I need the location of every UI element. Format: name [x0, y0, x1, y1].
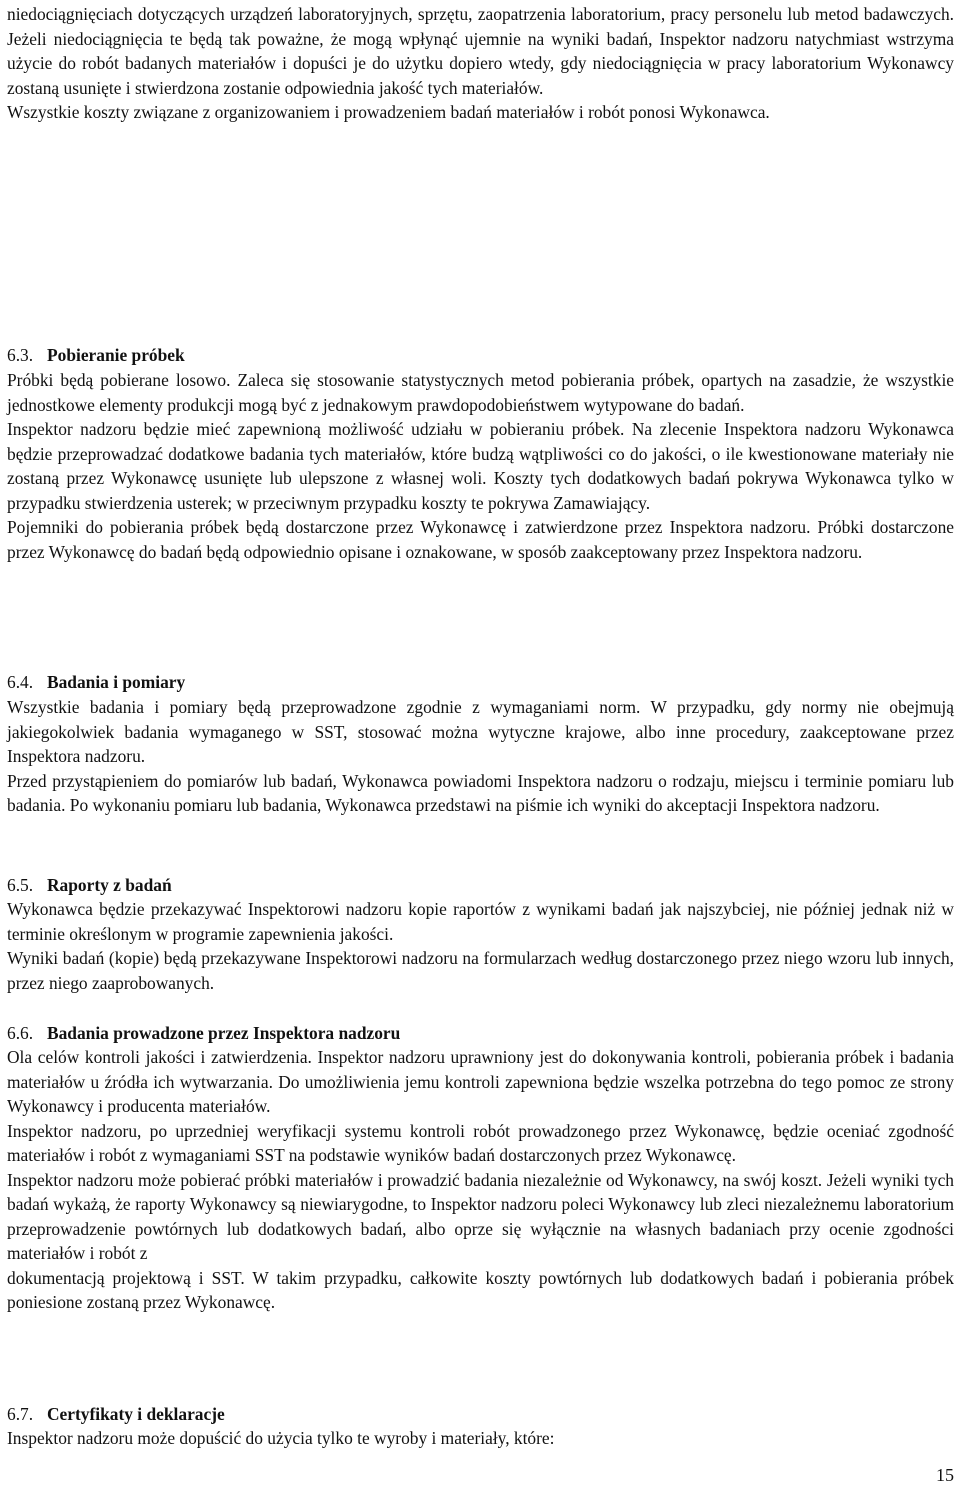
section-number: 6.7.: [7, 1404, 34, 1424]
section-title: Certyfikaty i deklaracje: [47, 1404, 225, 1424]
paragraph: Próbki będą pobierane losowo. Zaleca się stosowanie statystycznych metod pobierania próbek, opartych na zasadzie, że wszystkie jednostkowe elementy produkcji mogą być z jednakowym prawdopodobieństwem wytypowane do badań.: [7, 370, 954, 415]
paragraph: Pojemniki do pobierania próbek będą dostarczone przez Wykonawcę i zatwierdzone przez Inspektora nadzoru. Próbki dostarczone przez Wykonawcę do badań będą odpowiednio opisane i oznakowane, w sposób zaakceptowany przez Inspektora nadzoru.: [7, 517, 954, 562]
paragraph: Inspektor nadzoru, po uprzedniej weryfikacji systemu kontroli robót prowadzonego przez Wykonawcę, będzie oceniać zgodność materiałów i robót z wymaganiami SST na podstawie wyników badań dostarczonych przez Wykonawcę.: [7, 1120, 954, 1165]
paragraph: Wszystkie koszty związane z organizowaniem i prowadzeniem badań materiałów i robót ponosi Wykonawca.: [7, 102, 770, 122]
paragraph: niedociągnięciach dotyczących urządzeń laboratoryjnych, sprzętu, zaopatrzenia laboratorium, pracy personelu lub metod badawczych. Jeżeli niedociągnięcia te będą tak poważne, że mogą wpłynąć ujemnie na wyniki badań, Inspektor nadzoru natychmiast wstrzyma użycie do robót badanych materiałów i dopuści je do użytku dopiero wtedy, gdy niedociągnięcia w pracy laboratorium Wykonawcy zostaną usunięte i stwierdzona zostanie odpowiednia jakość tych materiałów.: [7, 4, 954, 98]
paragraph: Wykonawca będzie przekazywać Inspektorowi nadzoru kopie raportów z wynikami badań jak najszybciej, nie później jednak niż w terminie określonym w programie zapewnienia jakości.: [7, 899, 954, 944]
section-number: 6.6.: [7, 1023, 34, 1043]
section-title: Pobieranie próbek: [47, 345, 185, 365]
paragraph: Ola celów kontroli jakości i zatwierdzenia. Inspektor nadzoru uprawniony jest do dokonywania kontroli, pobierania próbek i badania materiałów u źródła ich wytwarzania. Do umożliwienia jemu kontroli zapewniona będzie wszelka potrzebna do tego pomoc ze strony Wykonawcy i producenta materiałów.: [7, 1047, 954, 1116]
section-heading-6-3: [7, 343, 185, 368]
page-number: 15: [936, 1465, 954, 1485]
section-6-6-body: [7, 1045, 954, 1315]
section-6-3-body: [7, 368, 954, 564]
section-title: Badania i pomiary: [47, 672, 186, 692]
section-title: Badania prowadzone przez Inspektora nadzoru: [47, 1023, 401, 1043]
section-heading-6-5: [7, 873, 172, 898]
paragraph: Wyniki badań (kopie) będą przekazywane Inspektorowi nadzoru na formularzach według dostarczonego przez niego wzoru lub innych, przez niego zaaprobowanych.: [7, 948, 954, 993]
section-heading-6-6: [7, 1021, 400, 1046]
paragraph: Inspektor nadzoru będzie mieć zapewnioną możliwość udziału w pobieraniu próbek. Na zlecenie Inspektora nadzoru Wykonawca będzie przeprowadzać dodatkowe badania tych materiałów, które budzą wątpliwości co do jakości, o ile kwestionowane materiały nie zostaną przez Wykonawcę usunięte lub ulepszone z własnej woli. Koszty tych dodatkowych badań pokrywa Wykonawca tylko w przypadku stwierdzenia usterek; w przeciwnym przypadku koszty te pokrywa Zamawiający.: [7, 419, 954, 513]
section-number: 6.5.: [7, 875, 34, 895]
section-6-5-body: [7, 897, 954, 995]
section-heading-6-7: [7, 1402, 225, 1427]
section-number: 6.4.: [7, 672, 34, 692]
section-6-7-body: [7, 1426, 954, 1451]
section-number: 6.3.: [7, 345, 34, 365]
intro-block: [7, 2, 954, 125]
paragraph: Inspektor nadzoru może pobierać próbki materiałów i prowadzić badania niezależnie od Wykonawcy, na swój koszt. Jeżeli wyniki tych badań wykażą, że raporty Wykonawcy są niewiarygodne, to Inspektor nadzoru poleci Wykonawcy lub zleci niezależnemu laboratorium przeprowadzenie powtórnych lub dodatkowych badań, albo oprze się wyłącznie na własnych badaniach przy ocenie zgodności materiałów i robót z: [7, 1169, 954, 1263]
paragraph: dokumentacją projektową i SST. W takim przypadku, całkowite koszty powtórnych lub dodatkowych badań i pobierania próbek poniesione zostaną przez Wykonawcę.: [7, 1267, 954, 1312]
section-6-4-body: [7, 695, 954, 818]
paragraph: Przed przystąpieniem do pomiarów lub badań, Wykonawca powiadomi Inspektora nadzoru o rodzaju, miejscu i terminie pomiaru lub badania. Po wykonaniu pomiaru lub badania, Wykonawca przedstawi na piśmie ich wyniki do akceptacji Inspektora nadzoru.: [7, 770, 954, 815]
section-title: Raporty z badań: [47, 875, 172, 895]
paragraph: Wszystkie badania i pomiary będą przeprowadzone zgodnie z wymaganiami norm. W przypadku, gdy normy nie obejmują jakiegokolwiek badania wymaganego w SST, stosować można wytyczne krajowe, albo inne procedury, zaakceptowane przez Inspektora nadzoru.: [7, 697, 954, 766]
paragraph: Inspektor nadzoru może dopuścić do użycia tylko te wyroby i materiały, które:: [7, 1428, 555, 1448]
section-heading-6-4: [7, 670, 185, 695]
